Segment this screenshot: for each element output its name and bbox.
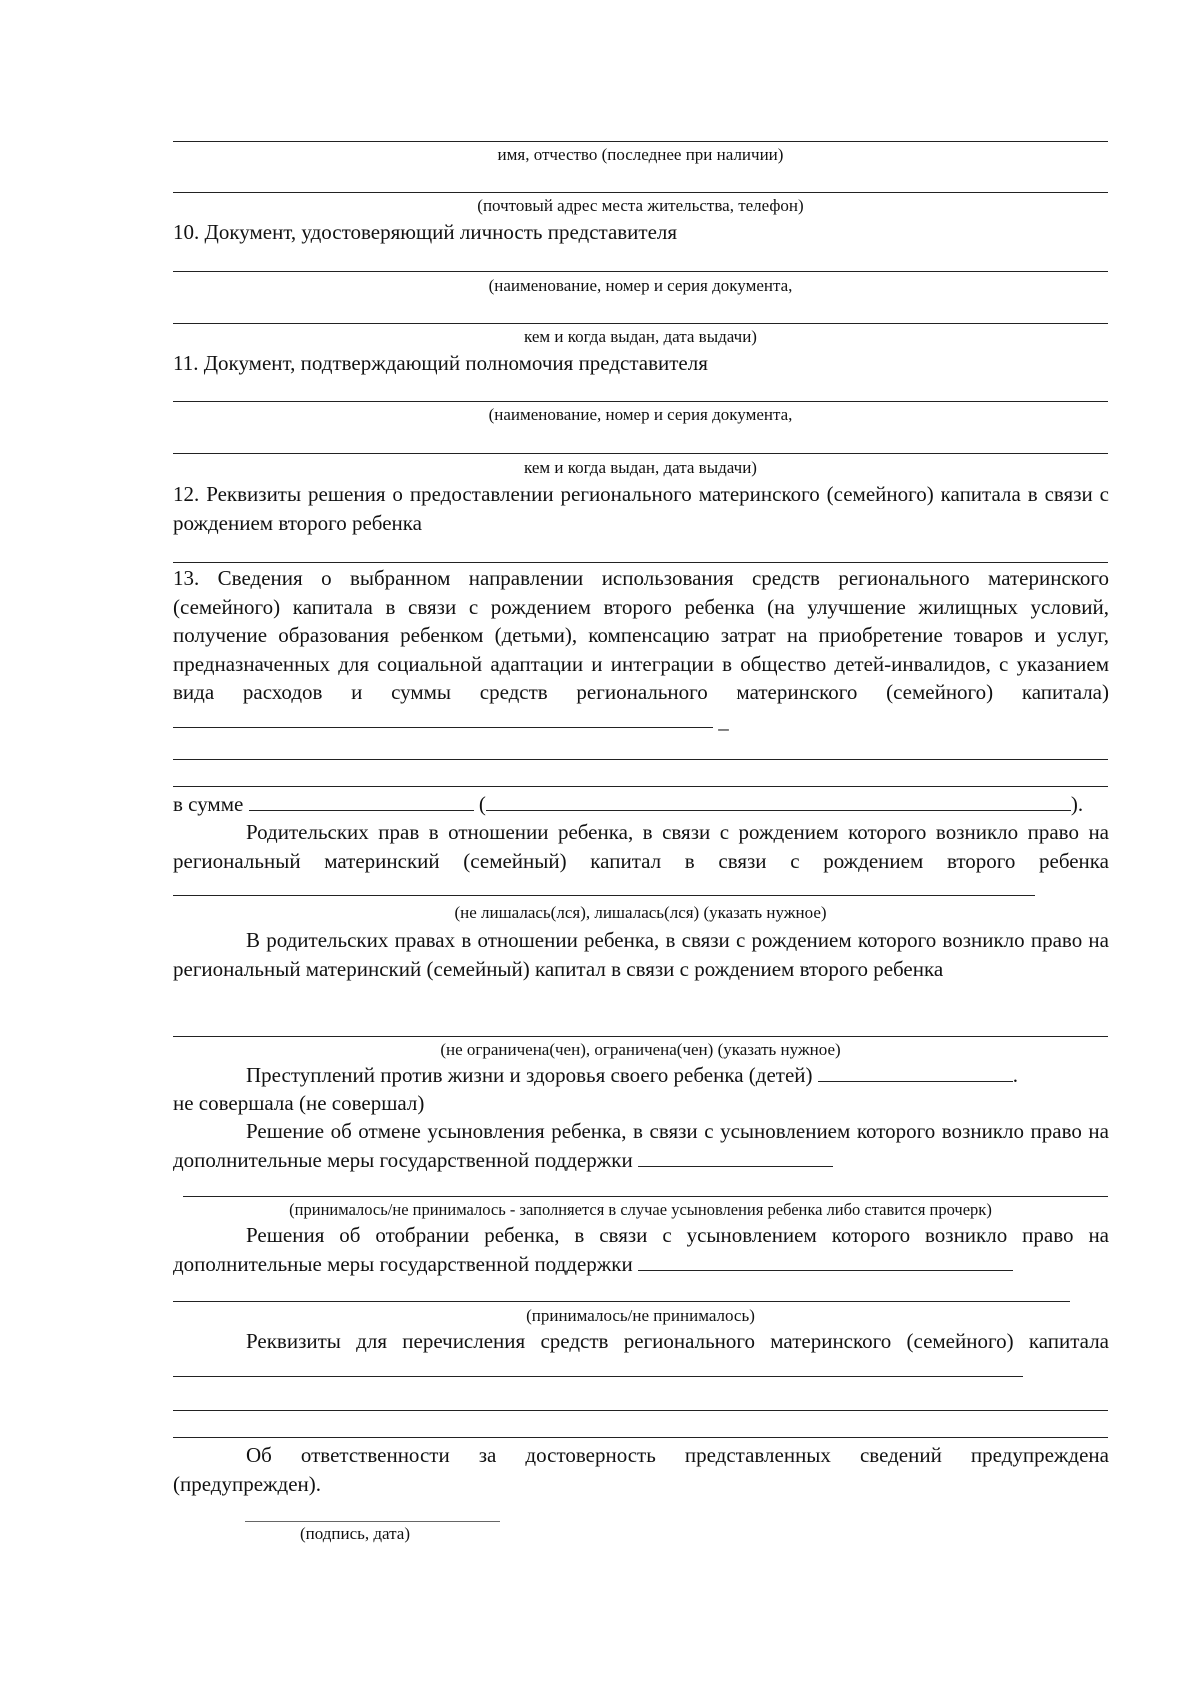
item-12-text: 12. Реквизиты решения о предоставлении регионального материнского (семейного) капитала в связи с рождением второго ребенка bbox=[173, 482, 1109, 535]
item-10-heading: 10. Документ, удостоверяющий личность представителя bbox=[173, 220, 678, 244]
limited-rights-text: В родительских правах в отношении ребенка, в связи с рождением которого возникло право на региональный материнский (семейный) капитал в связи с рождением второго ребенка bbox=[173, 928, 1109, 981]
fill-line-removal[interactable] bbox=[173, 1301, 1070, 1302]
fill-line-doc1-b[interactable] bbox=[173, 323, 1108, 324]
crimes-field[interactable] bbox=[818, 1061, 1013, 1082]
crimes-row bbox=[246, 1061, 1018, 1089]
removal-field[interactable] bbox=[638, 1250, 1013, 1271]
adoption-cancel-body: Решение об отмене усыновления ребенка, в связи с усыновлением которого возникло право на дополнительные меры государственной поддержки bbox=[173, 1119, 1109, 1172]
caption-signature: (подпись, дата) bbox=[300, 1524, 411, 1543]
bank-body: Реквизиты для перечисления средств регионального материнского (семейного) капитала bbox=[246, 1329, 1109, 1353]
signature-field[interactable] bbox=[245, 1521, 500, 1522]
parental-rights-body: Родительских прав в отношении ребенка, в связи с рождением которого возникло право на региональный материнский (семейный) капитал в связи с рождением второго ребенка bbox=[173, 820, 1109, 873]
fill-line-name[interactable] bbox=[173, 141, 1108, 142]
caption-removal: (принималось/не принималось) bbox=[526, 1306, 755, 1325]
caption-doc2-b: кем и когда выдан, дата выдачи) bbox=[524, 458, 757, 477]
fill-line-bank-inline[interactable] bbox=[173, 1356, 1023, 1377]
removal-text bbox=[173, 1221, 1109, 1278]
item-13-body: 13. Сведения о выбранном направлении использования средств регионального материнского (семейного) капитала в связи с рождением второго ребенка (на улучшение жилищных условий, получение образования ребенком (детьми), компенсацию затрат на приобретение товаров и услуг, предназначенных для социальной адаптации и интеграции в общество детей-инвалидов, с указанием вида расходов и суммы средств регионального материнского (семейного) капитала) bbox=[173, 566, 1109, 704]
fill-line-direction-inline[interactable] bbox=[173, 707, 713, 728]
caption-doc2-a: (наименование, номер и серия документа, bbox=[488, 405, 793, 424]
parental-rights-text bbox=[173, 818, 1109, 904]
sum-close-paren: ). bbox=[1070, 792, 1084, 816]
fill-line-direction-3[interactable] bbox=[173, 786, 1108, 787]
fill-line-limited-rights[interactable] bbox=[173, 1036, 1108, 1037]
fill-line-decision[interactable] bbox=[173, 562, 1108, 563]
adoption-cancel-text bbox=[173, 1117, 1109, 1174]
fill-line-direction-2[interactable] bbox=[173, 759, 1108, 760]
responsibility-text: Об ответственности за достоверность представленных сведений предупреждена (предупрежден). bbox=[173, 1443, 1109, 1496]
fill-line-address[interactable] bbox=[173, 192, 1108, 193]
caption-limited: (не ограничена(чен), ограничена(чен) (указать нужное) bbox=[440, 1040, 841, 1059]
item-11-heading: 11. Документ, подтверждающий полномочия представителя bbox=[173, 351, 708, 375]
fill-line-bank-3[interactable] bbox=[173, 1437, 1108, 1438]
crimes-answer: не совершала (не совершал) bbox=[173, 1091, 425, 1115]
crimes-dot: . bbox=[1012, 1063, 1019, 1087]
caption-doc1-b: кем и когда выдан, дата выдачи) bbox=[524, 327, 757, 346]
crimes-text: Преступлений против жизни и здоровья своего ребенка (детей) bbox=[246, 1063, 813, 1087]
sum-label: в сумме bbox=[173, 792, 244, 816]
caption-rights: (не лишалась(лся), лишалась(лся) (указать нужное) bbox=[454, 903, 827, 922]
caption-name: имя, отчество (последнее при наличии) bbox=[497, 145, 784, 164]
fill-line-doc2-b[interactable] bbox=[173, 453, 1108, 454]
item-13-tail: _ bbox=[718, 708, 729, 733]
sum-words-field[interactable] bbox=[486, 790, 1071, 811]
fill-line-doc2-a[interactable] bbox=[173, 401, 1108, 402]
caption-doc1-a: (наименование, номер и серия документа, bbox=[488, 276, 793, 295]
fill-line-parental-rights[interactable] bbox=[173, 875, 1035, 896]
fill-line-adoption[interactable] bbox=[183, 1196, 1108, 1197]
item-13-text bbox=[173, 564, 1109, 735]
fill-line-doc1-a[interactable] bbox=[173, 271, 1108, 272]
bank-text bbox=[173, 1327, 1109, 1384]
adoption-cancel-field[interactable] bbox=[638, 1146, 833, 1167]
sum-row bbox=[173, 790, 1083, 818]
caption-address: (почтовый адрес места жительства, телефон) bbox=[477, 196, 804, 215]
caption-adoption: (принималось/не принималось - заполняется в случае усыновления ребенка либо ставится прочерк) bbox=[289, 1200, 992, 1219]
removal-body: Решения об отобрании ребенка, в связи с усыновлением которого возникло право на дополнительные меры государственной поддержки bbox=[173, 1223, 1109, 1276]
sum-open-paren: ( bbox=[478, 792, 486, 816]
sum-amount-field[interactable] bbox=[249, 790, 474, 811]
fill-line-bank-2[interactable] bbox=[173, 1410, 1108, 1411]
